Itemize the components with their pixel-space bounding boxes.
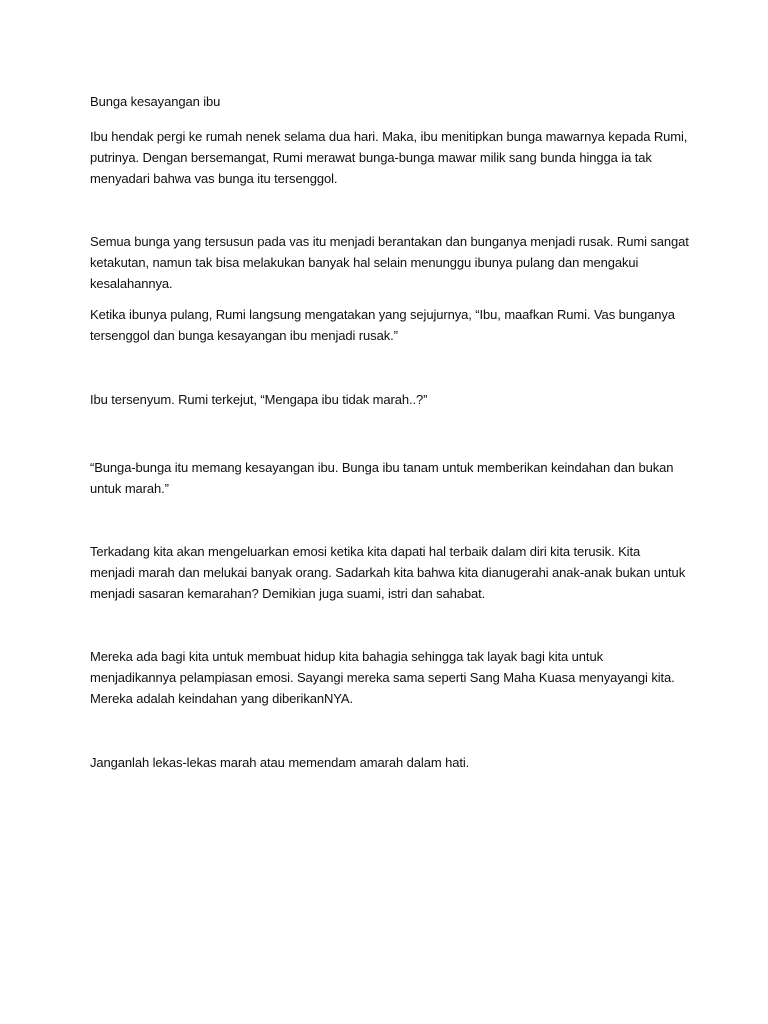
- paragraph-line: Terkadang kita akan mengeluarkan emosi ketika kita dapati hal terbaik dalam diri kita terusik. Kita: [90, 544, 641, 559]
- paragraph-line: Mereka adalah keindahan yang diberikanNYA.: [90, 691, 353, 706]
- paragraph-line: menjadi sasaran kemarahan? Demikian juga suami, istri dan sahabat.: [90, 586, 486, 601]
- paragraph-line: Ibu tersenyum. Rumi terkejut, “Mengapa ibu tidak marah..?”: [90, 392, 428, 407]
- paragraph-line: Ibu hendak pergi ke rumah nenek selama dua hari. Maka, ibu menitipkan bunga mawarnya kepada Rumi,: [90, 129, 688, 144]
- paragraph-line: menjadi marah dan melukai banyak orang. Sadarkah kita bahwa kita dianugerahi anak-anak bukan untuk: [90, 565, 686, 580]
- paragraph-3: [90, 304, 680, 346]
- title-line: Bunga kesayangan ibu: [90, 94, 221, 109]
- paragraph-line: menyadari bahwa vas bunga itu tersenggol.: [90, 171, 338, 186]
- paragraph-line: Mereka ada bagi kita untuk membuat hidup kita bahagia sehingga tak layak bagi kita untuk: [90, 649, 603, 664]
- paragraph-line: kesalahannya.: [90, 276, 173, 291]
- document-title: [90, 91, 680, 112]
- paragraph-7: [90, 646, 680, 709]
- paragraph-1: [90, 126, 688, 189]
- paragraph-line: tersenggol dan bunga kesayangan ibu menjadi rusak.”: [90, 328, 398, 343]
- paragraph-5: [90, 457, 680, 499]
- paragraph-line: Ketika ibunya pulang, Rumi langsung mengatakan yang sejujurnya, “Ibu, maafkan Rumi. Vas bunganya: [90, 307, 675, 322]
- paragraph-line: ketakutan, namun tak bisa melakukan banyak hal selain menunggu ibunya pulang dan mengakui: [90, 255, 639, 270]
- paragraph-line: Semua bunga yang tersusun pada vas itu menjadi berantakan dan bunganya menjadi rusak. Rumi sangat: [90, 234, 689, 249]
- paragraph-line: putrinya. Dengan bersemangat, Rumi merawat bunga-bunga mawar milik sang bunda hingga ia tak: [90, 150, 652, 165]
- paragraph-line: Janganlah lekas-lekas marah atau memendam amarah dalam hati.: [90, 755, 470, 770]
- paragraph-line: menjadikannya pelampiasan emosi. Sayangi mereka sama seperti Sang Maha Kuasa menyayangi kita.: [90, 670, 675, 685]
- paragraph-8: [90, 752, 680, 773]
- paragraph-6: [90, 541, 686, 604]
- paragraph-4: [90, 389, 680, 410]
- paragraph-line: untuk marah.”: [90, 481, 169, 496]
- paragraph-line: “Bunga-bunga itu memang kesayangan ibu. Bunga ibu tanam untuk memberikan keindahan dan bukan: [90, 460, 674, 475]
- paragraph-2: [90, 231, 689, 294]
